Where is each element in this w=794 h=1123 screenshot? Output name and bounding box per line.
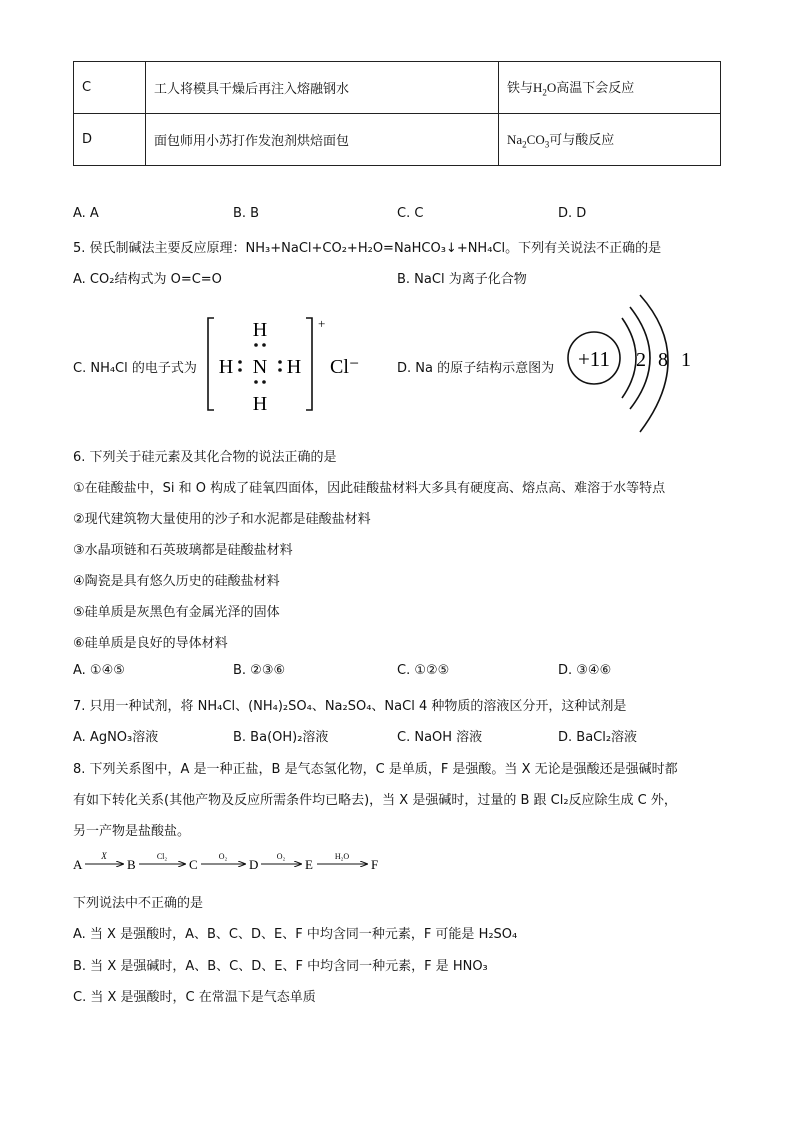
reagent-o2: O₂ bbox=[218, 852, 228, 861]
h-top: H bbox=[252, 319, 268, 341]
option-b: B. Ba(OH)₂溶液 bbox=[233, 730, 329, 745]
h-bottom: H bbox=[252, 393, 268, 415]
q8-line-1: 8. 下列关系图中，A 是一种正盐，B 是气态氢化物，C 是单质，F 是强酸。当 X 无论是强酸还是强碱时都 bbox=[73, 762, 678, 777]
node-b: B bbox=[127, 857, 136, 872]
reaction-chain bbox=[73, 848, 393, 874]
node-a: A bbox=[73, 857, 83, 872]
q7-stem: 7. 只用一种试剂，将 NH₄Cl、(NH₄)₂SO₄、Na₂SO₄、NaCl 4 种物质的溶液区分开，这种试剂是 bbox=[73, 699, 627, 714]
nucleus-charge: +11 bbox=[577, 347, 611, 371]
q6-item-3: ③水晶项链和石英玻璃都是硅酸盐材料 bbox=[73, 543, 293, 558]
row-reason: 铁与$H_2O$高温下会反应 bbox=[499, 62, 721, 114]
reagent-cl2: Cl₂ bbox=[156, 852, 168, 861]
q8-option-c: C. 当 X 是强酸时，C 在常温下是气态单质 bbox=[73, 990, 316, 1005]
q5-option-d: D. Na 的原子结构示意图为 bbox=[397, 361, 555, 376]
row-action: 面包师用小苏打作发泡剂烘焙面包 bbox=[146, 114, 499, 166]
q8-option-a: A. 当 X 是强酸时，A、B、C、D、E、F 中均含同一种元素，F 可能是 H₂SO₄ bbox=[73, 927, 518, 942]
q6-item-2: ②现代建筑物大量使用的沙子和水泥都是硅酸盐材料 bbox=[73, 512, 371, 527]
answer-table bbox=[73, 61, 721, 166]
option-b: B. B bbox=[233, 206, 260, 221]
q8-option-b: B. 当 X 是强碱时，A、B、C、D、E、F 中均含同一种元素，F 是 HNO₃ bbox=[73, 959, 488, 974]
anion-label: Cl⁻ bbox=[330, 356, 360, 378]
q8-line-2: 有如下转化关系(其他产物及反应所需条件均已略去)，当 X 是强碱时，过量的 B 跟 Cl₂反应除生成 C 外， bbox=[73, 793, 677, 808]
shell-2: 8 bbox=[658, 349, 668, 371]
row-letter: C bbox=[74, 62, 146, 114]
reagent-x: X bbox=[101, 851, 107, 861]
shell-1: 2 bbox=[636, 349, 646, 371]
option-d: D. D bbox=[558, 206, 587, 221]
option-d: D. ③④⑥ bbox=[558, 663, 612, 678]
node-e: E bbox=[305, 857, 313, 872]
q6-item-1: ①在硅酸盐中，Si 和 O 构成了硅氧四面体，因此硅酸盐材料大多具有硬度高、熔点高、难溶于水等特点 bbox=[73, 481, 666, 496]
option-b: B. ②③⑥ bbox=[233, 663, 286, 678]
option-a: A. AgNO₃溶液 bbox=[73, 730, 159, 745]
row-letter: D bbox=[74, 114, 146, 166]
q8-prompt: 下列说法中不正确的是 bbox=[73, 896, 204, 911]
q5-option-a: A. CO₂结构式为 O=C=O bbox=[73, 272, 222, 287]
q8-line-3: 另一产物是盐酸盐。 bbox=[73, 824, 191, 839]
node-c: C bbox=[189, 857, 198, 872]
q5-option-c: C. NH₄Cl 的电子式为 bbox=[73, 361, 197, 376]
shell-3: 1 bbox=[681, 349, 691, 371]
option-c: C. C bbox=[397, 206, 424, 221]
q6-stem: 6. 下列关于硅元素及其化合物的说法正确的是 bbox=[73, 450, 337, 465]
option-c: C. NaOH 溶液 bbox=[397, 730, 483, 745]
option-d: D. BaCl₂溶液 bbox=[558, 730, 638, 745]
reagent-h2o: H₂O bbox=[334, 852, 350, 861]
q6-item-4: ④陶瓷是具有悠久历史的硅酸盐材料 bbox=[73, 574, 280, 589]
n-atom: N bbox=[252, 356, 268, 378]
na-atom-diagram bbox=[560, 290, 700, 435]
table-row bbox=[74, 62, 721, 114]
q6-item-6: ⑥硅单质是良好的导体材料 bbox=[73, 636, 228, 651]
option-a: A. A bbox=[73, 206, 99, 221]
h-right: H bbox=[286, 356, 302, 378]
option-a: A. ①④⑤ bbox=[73, 663, 125, 678]
table-row bbox=[74, 114, 721, 166]
row-action: 工人将模具干燥后再注入熔融钢水 bbox=[146, 62, 499, 114]
charge-label: + bbox=[318, 316, 326, 331]
q5-stem: 5. 侯氏制碱法主要反应原理：NH₃+NaCl+CO₂+H₂O=NaHCO₃↓+NH₄Cl。下列有关说法不正确的是 bbox=[73, 241, 662, 256]
node-d: D bbox=[249, 857, 259, 872]
reagent-o2: O₂ bbox=[276, 852, 286, 861]
q6-item-5: ⑤硅单质是灰黑色有金属光泽的固体 bbox=[73, 605, 280, 620]
node-f: F bbox=[371, 857, 379, 872]
option-c: C. ①②⑤ bbox=[397, 663, 450, 678]
q5-option-b: B. NaCl 为离子化合物 bbox=[397, 272, 527, 287]
h-left: H bbox=[218, 356, 234, 378]
electron-formula-nh4cl bbox=[200, 312, 370, 422]
row-reason: $Na_2CO_3$可与酸反应 bbox=[499, 114, 721, 166]
